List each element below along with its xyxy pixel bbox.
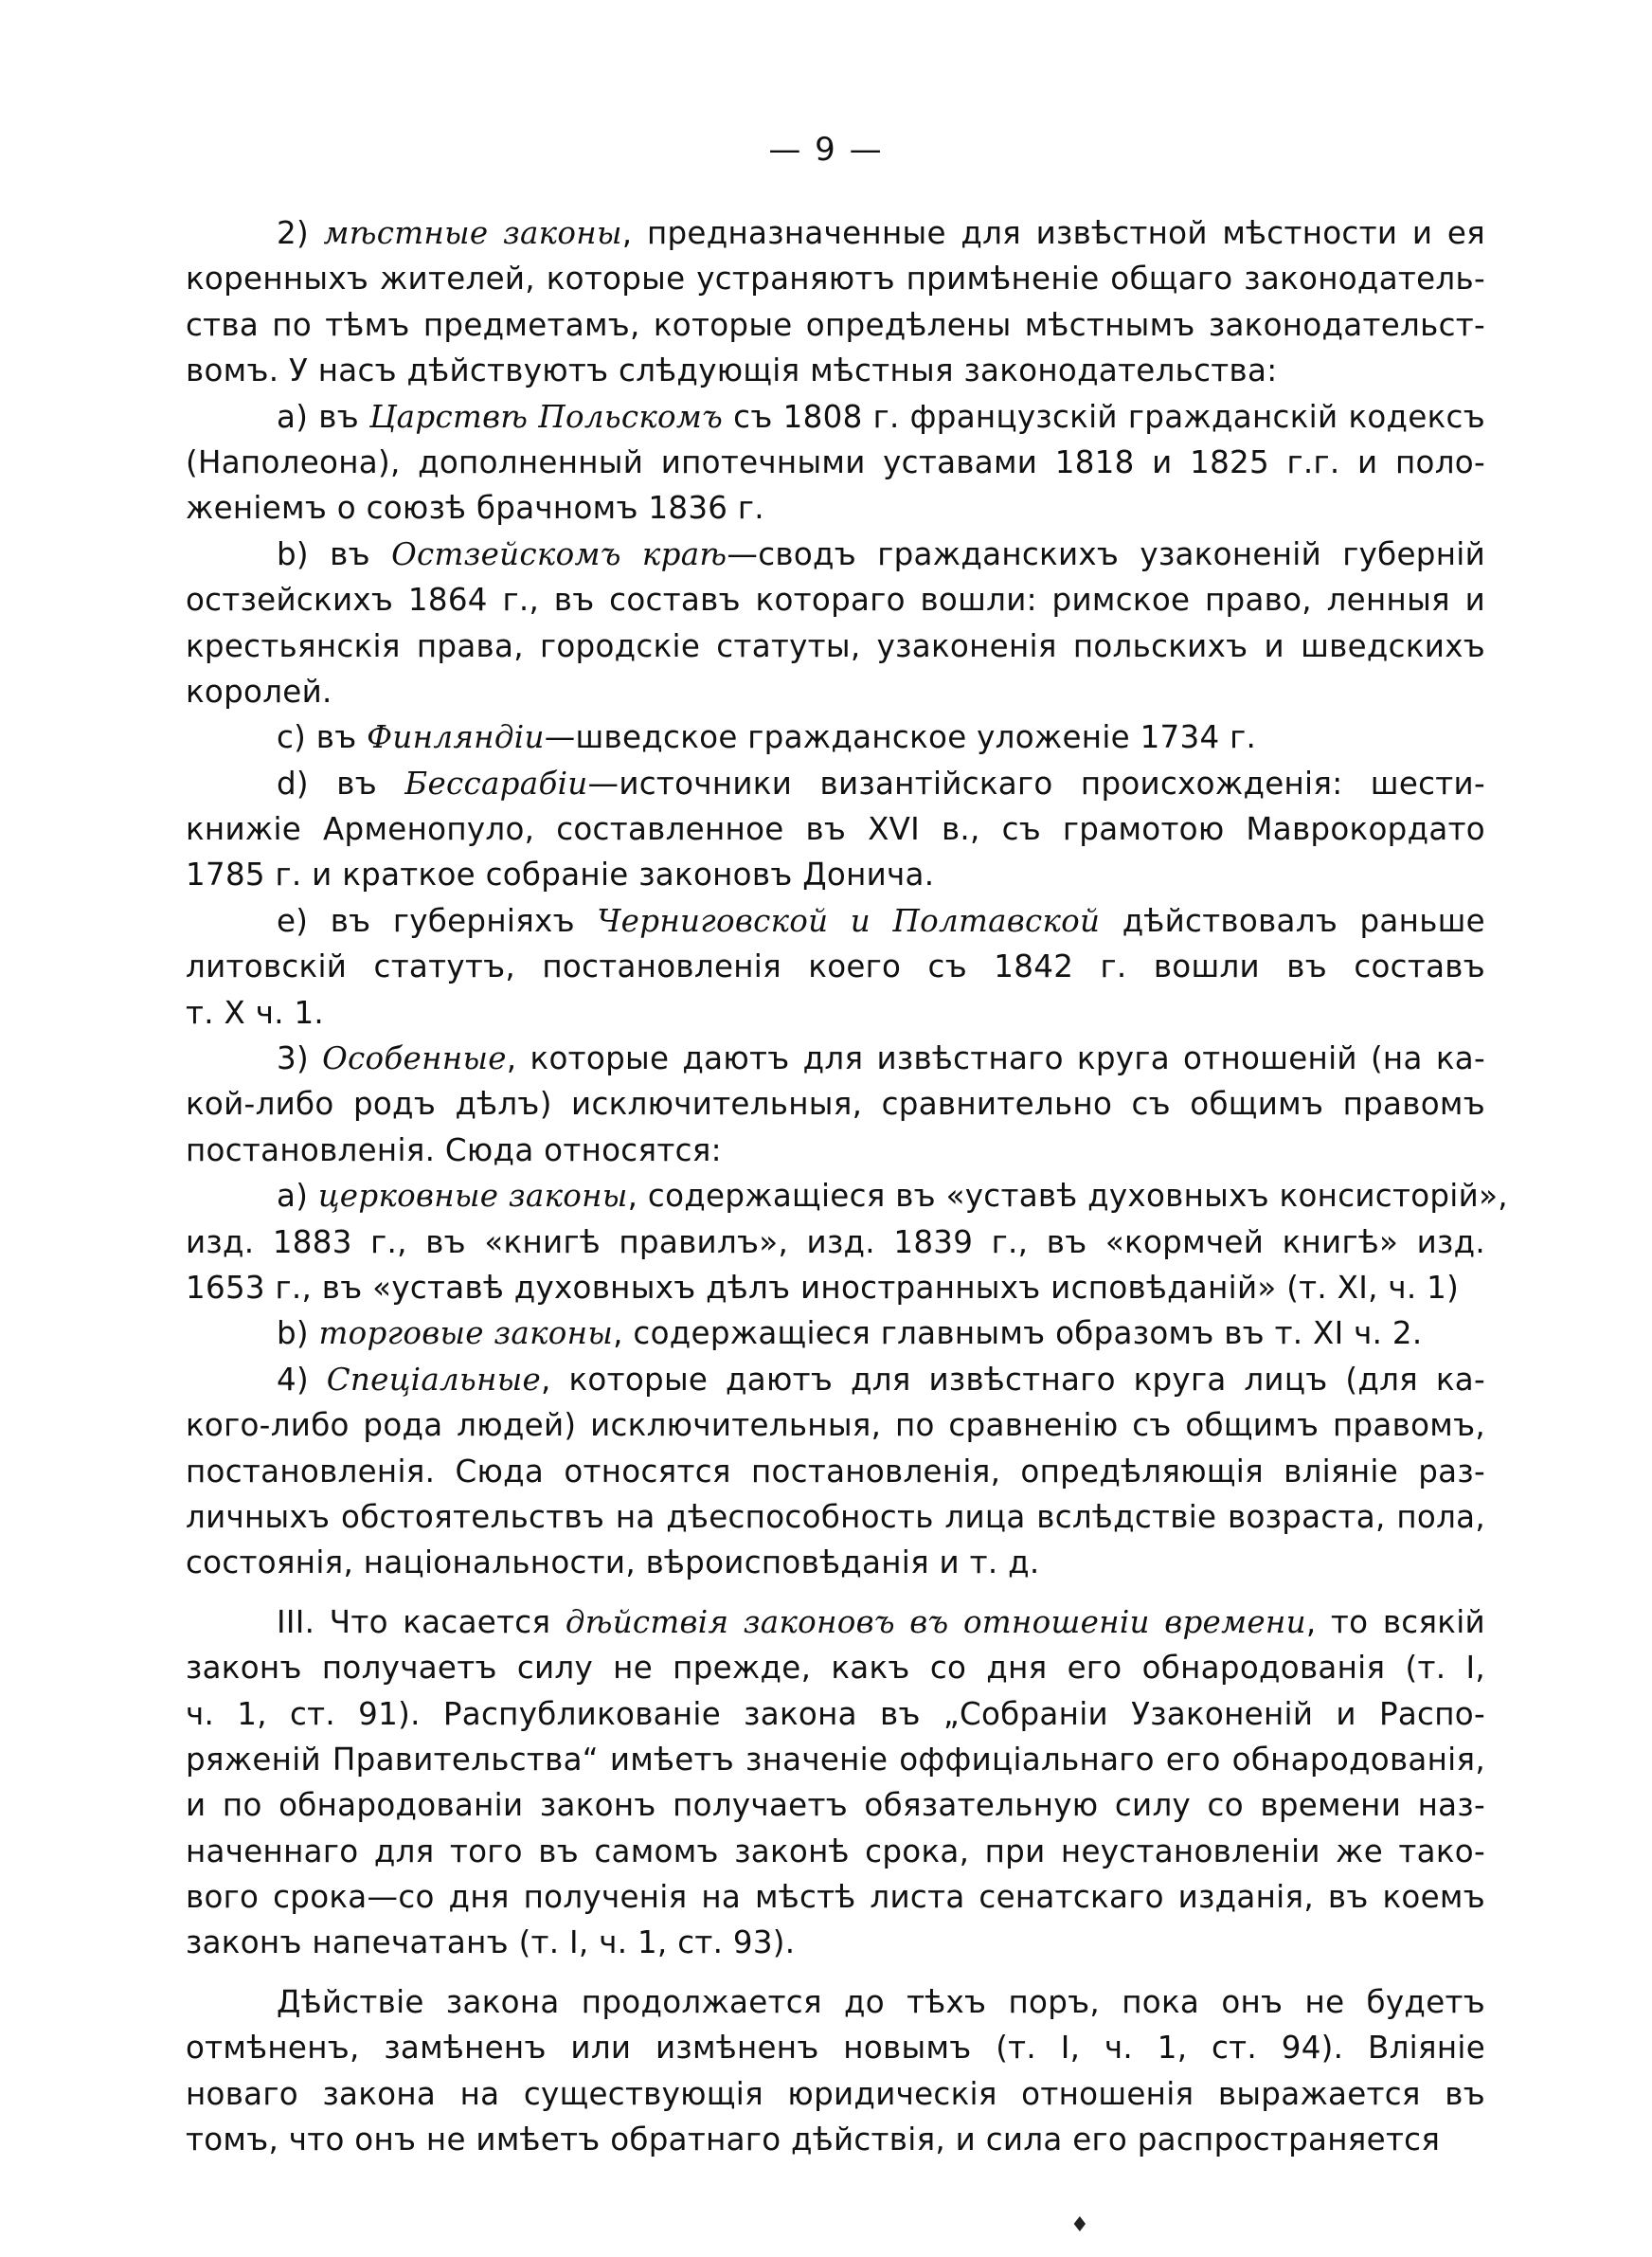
text-run: ства по тѣмъ предметамъ, которые опредѣлены мѣстнымъ законодательст- — [186, 306, 1485, 343]
text-line — [186, 440, 1485, 485]
paragraph — [186, 1599, 1485, 1966]
text-run: c) въ — [277, 719, 368, 756]
text-line — [186, 806, 1485, 852]
text-line — [186, 1979, 1485, 2025]
text-line — [186, 532, 1485, 577]
italic-term: церковные законы — [317, 1178, 628, 1215]
text-run: томъ, что онъ не имѣетъ обратнаго дѣйствія, и сила его распространяется — [186, 2122, 1441, 2158]
page-number: — 9 — — [768, 131, 884, 169]
text-run: кого-либо рода людей) исключительныя, по сравненію съ общимъ правомъ, — [186, 1407, 1485, 1444]
text-run: b) — [277, 1315, 319, 1352]
text-line — [186, 2071, 1485, 2117]
text-line — [186, 990, 1485, 1036]
text-run: 2) — [277, 215, 324, 251]
text-line — [186, 714, 1485, 760]
text-line — [186, 2025, 1485, 2070]
paragraph — [186, 761, 1485, 898]
text-run: —шведское гражданское уложеніе 1734 г. — [544, 719, 1257, 756]
text-run: III. Что касается — [277, 1603, 566, 1640]
text-run: a) въ — [277, 398, 370, 435]
text-line — [186, 761, 1485, 806]
text-run: т. X ч. 1. — [186, 994, 325, 1031]
text-run: —сводъ гражданскихъ узаконеній губерній — [727, 535, 1485, 572]
paragraph — [186, 1173, 1508, 1310]
text-run: законъ напечатанъ (т. I, ч. 1, ст. 93). — [186, 1924, 796, 1961]
text-run: кой-либо родъ дѣлъ) исключительныя, сравнительно съ общимъ правомъ — [186, 1086, 1485, 1123]
text-line — [186, 1874, 1485, 1920]
text-run: , содержащіеся въ «уставѣ духовныхъ консисторій», — [627, 1178, 1508, 1215]
text-run: , которые даютъ для извѣстнаго круга отношеній (на ка- — [506, 1040, 1485, 1077]
text-line — [186, 1219, 1485, 1265]
text-run: ч. 1, ст. 91). Распубликованіе закона въ „Собраніи Узаконеній и Распо- — [186, 1695, 1485, 1732]
text-line — [186, 210, 1485, 256]
text-line — [186, 577, 1485, 623]
text-run: изд. 1883 г., въ «книгѣ правилъ», изд. 1839 г., въ «кормчей книгѣ» изд. — [186, 1223, 1485, 1260]
text-line — [186, 1494, 1485, 1540]
text-run: постановленія. Сюда относятся постановленія, опредѣляющія вліяніе раз- — [186, 1453, 1485, 1490]
text-run: Дѣйствіе закона продолжается до тѣхъ поръ, пока онъ не будетъ — [277, 1983, 1485, 2020]
italic-term: Спеціальные — [326, 1361, 542, 1398]
text-run: женіемъ о союзѣ брачномъ 1836 г. — [186, 490, 764, 527]
text-run: 3) — [277, 1040, 323, 1077]
italic-term: Черниговской и Полтавской — [597, 902, 1101, 939]
text-line — [186, 1173, 1508, 1219]
text-run: вого срока—со дня полученія на мѣстѣ листа сенатскаго изданія, въ коемъ — [186, 1879, 1485, 1916]
text-run: новаго закона на существующія юридическія отношенія выражается въ — [186, 2075, 1485, 2112]
text-line — [186, 852, 1485, 897]
text-run: a) — [277, 1178, 318, 1215]
text-line — [186, 485, 1485, 531]
text-line — [186, 1449, 1485, 1494]
paragraph — [186, 1036, 1485, 1173]
text-run: , то всякій — [1305, 1603, 1485, 1640]
text-run: (Наполеона), дополненный ипотечными уставами 1818 и 1825 г.г. и поло- — [186, 443, 1485, 480]
italic-term: дѣйствія законовъ въ отношеніи времени — [565, 1603, 1306, 1640]
text-run: остзейскихъ 1864 г., въ составъ котораго вошли: римское право, ленныя и — [186, 582, 1485, 619]
text-line — [186, 1737, 1485, 1782]
text-line — [186, 669, 1485, 714]
text-run: , содержащіеся главнымъ образомъ въ т. XI ч. 2. — [613, 1315, 1423, 1352]
text-line — [186, 2117, 1485, 2162]
text-line — [186, 1357, 1485, 1402]
paragraph — [186, 898, 1485, 1036]
text-run: b) въ — [277, 535, 392, 572]
text-run: —источники византійскаго происхожденія: шести- — [587, 765, 1485, 802]
italic-term: торговые законы — [318, 1315, 614, 1352]
text-run: съ 1808 г. французскій гражданскій кодексъ — [723, 398, 1485, 435]
text-run: коренныхъ жителей, которые устраняютъ примѣненіе общаго законодатель- — [186, 261, 1485, 298]
text-run: наченнаго для того въ самомъ законѣ срока, при неустановленіи же тако- — [186, 1833, 1485, 1869]
text-run: дѣйствовалъ раньше — [1100, 902, 1485, 939]
paragraph — [186, 210, 1485, 394]
text-run: личныхъ обстоятельствъ на дѣеспособность лица вслѣдствіе возраста, пола, — [186, 1498, 1485, 1535]
text-run: e) въ губерніяхъ — [277, 902, 598, 939]
text-run: законъ получаетъ силу не прежде, какъ со дня его обнародованія (т. I, — [186, 1650, 1485, 1687]
text-line — [186, 348, 1485, 393]
paragraph — [186, 1979, 1485, 2163]
text-run: 4) — [277, 1361, 327, 1398]
text-line — [186, 1265, 1485, 1310]
italic-term: Особенные — [322, 1040, 507, 1077]
paragraph — [186, 714, 1485, 760]
paragraph — [186, 1357, 1485, 1586]
text-line — [186, 1402, 1485, 1448]
text-run: 1785 г. и краткое собраніе законовъ Донича. — [186, 857, 935, 894]
text-line — [186, 394, 1485, 440]
text-run: и по обнародованіи законъ получаетъ обязательную силу со времени наз- — [186, 1787, 1485, 1824]
text-run: постановленія. Сюда относятся: — [186, 1131, 722, 1168]
document-body — [186, 210, 1508, 2162]
ink-mark-icon: ♦ — [1070, 2213, 1089, 2237]
text-line — [186, 1128, 1485, 1173]
text-line — [186, 1691, 1485, 1737]
text-run: d) въ — [277, 765, 405, 802]
text-line — [186, 256, 1485, 301]
text-run: литовскій статутъ, постановленія коего съ 1842 г. вошли въ составъ — [186, 948, 1485, 985]
text-line — [186, 1036, 1485, 1081]
text-run: отмѣненъ, замѣненъ или измѣненъ новымъ (т. I, ч. 1, ст. 94). Вліяніе — [186, 2030, 1485, 2067]
text-line — [186, 1540, 1485, 1585]
text-run: состоянія, національности, вѣроисповѣданія и т. д. — [186, 1544, 1040, 1581]
text-line — [186, 1310, 1485, 1356]
italic-term: Финляндіи — [367, 719, 545, 756]
text-line — [186, 1829, 1485, 1874]
italic-term: Царствѣ Польскомъ — [369, 398, 724, 435]
text-line — [186, 1782, 1485, 1828]
text-run: вомъ. У насъ дѣйствуютъ слѣдующія мѣстныя законодательства: — [186, 352, 1278, 389]
text-line — [186, 1920, 1485, 1965]
text-run: книжіе Арменопуло, составленное въ XVI в., съ грамотою Маврокордато — [186, 811, 1485, 848]
text-line — [186, 898, 1485, 944]
text-run: крестьянскія права, городскіе статуты, узаконенія польскихъ и шведскихъ — [186, 627, 1485, 664]
text-run: , предназначенные для извѣстной мѣстности и ея — [621, 215, 1485, 251]
text-run: , которые даютъ для извѣстнаго круга лицъ (для ка- — [541, 1361, 1485, 1398]
text-line — [186, 944, 1485, 989]
text-run: королей. — [186, 673, 332, 710]
text-line — [186, 1599, 1485, 1645]
text-run: ряженій Правительства“ имѣетъ значеніе оффиціальнаго его обнародованія, — [186, 1741, 1485, 1778]
paragraph — [186, 394, 1485, 532]
text-line — [186, 623, 1485, 669]
paragraph — [186, 1310, 1485, 1356]
italic-term: Остзейскомъ краѣ — [391, 535, 727, 572]
italic-term: Бессарабіи — [404, 765, 588, 802]
paragraph — [186, 532, 1485, 715]
text-line — [186, 302, 1485, 348]
text-run: 1653 г., въ «уставѣ духовныхъ дѣлъ иностранныхъ исповѣданій» (т. XI, ч. 1) — [186, 1269, 1460, 1306]
text-line — [186, 1081, 1485, 1127]
italic-term: мѣстные законы — [323, 215, 622, 251]
text-line — [186, 1645, 1485, 1690]
